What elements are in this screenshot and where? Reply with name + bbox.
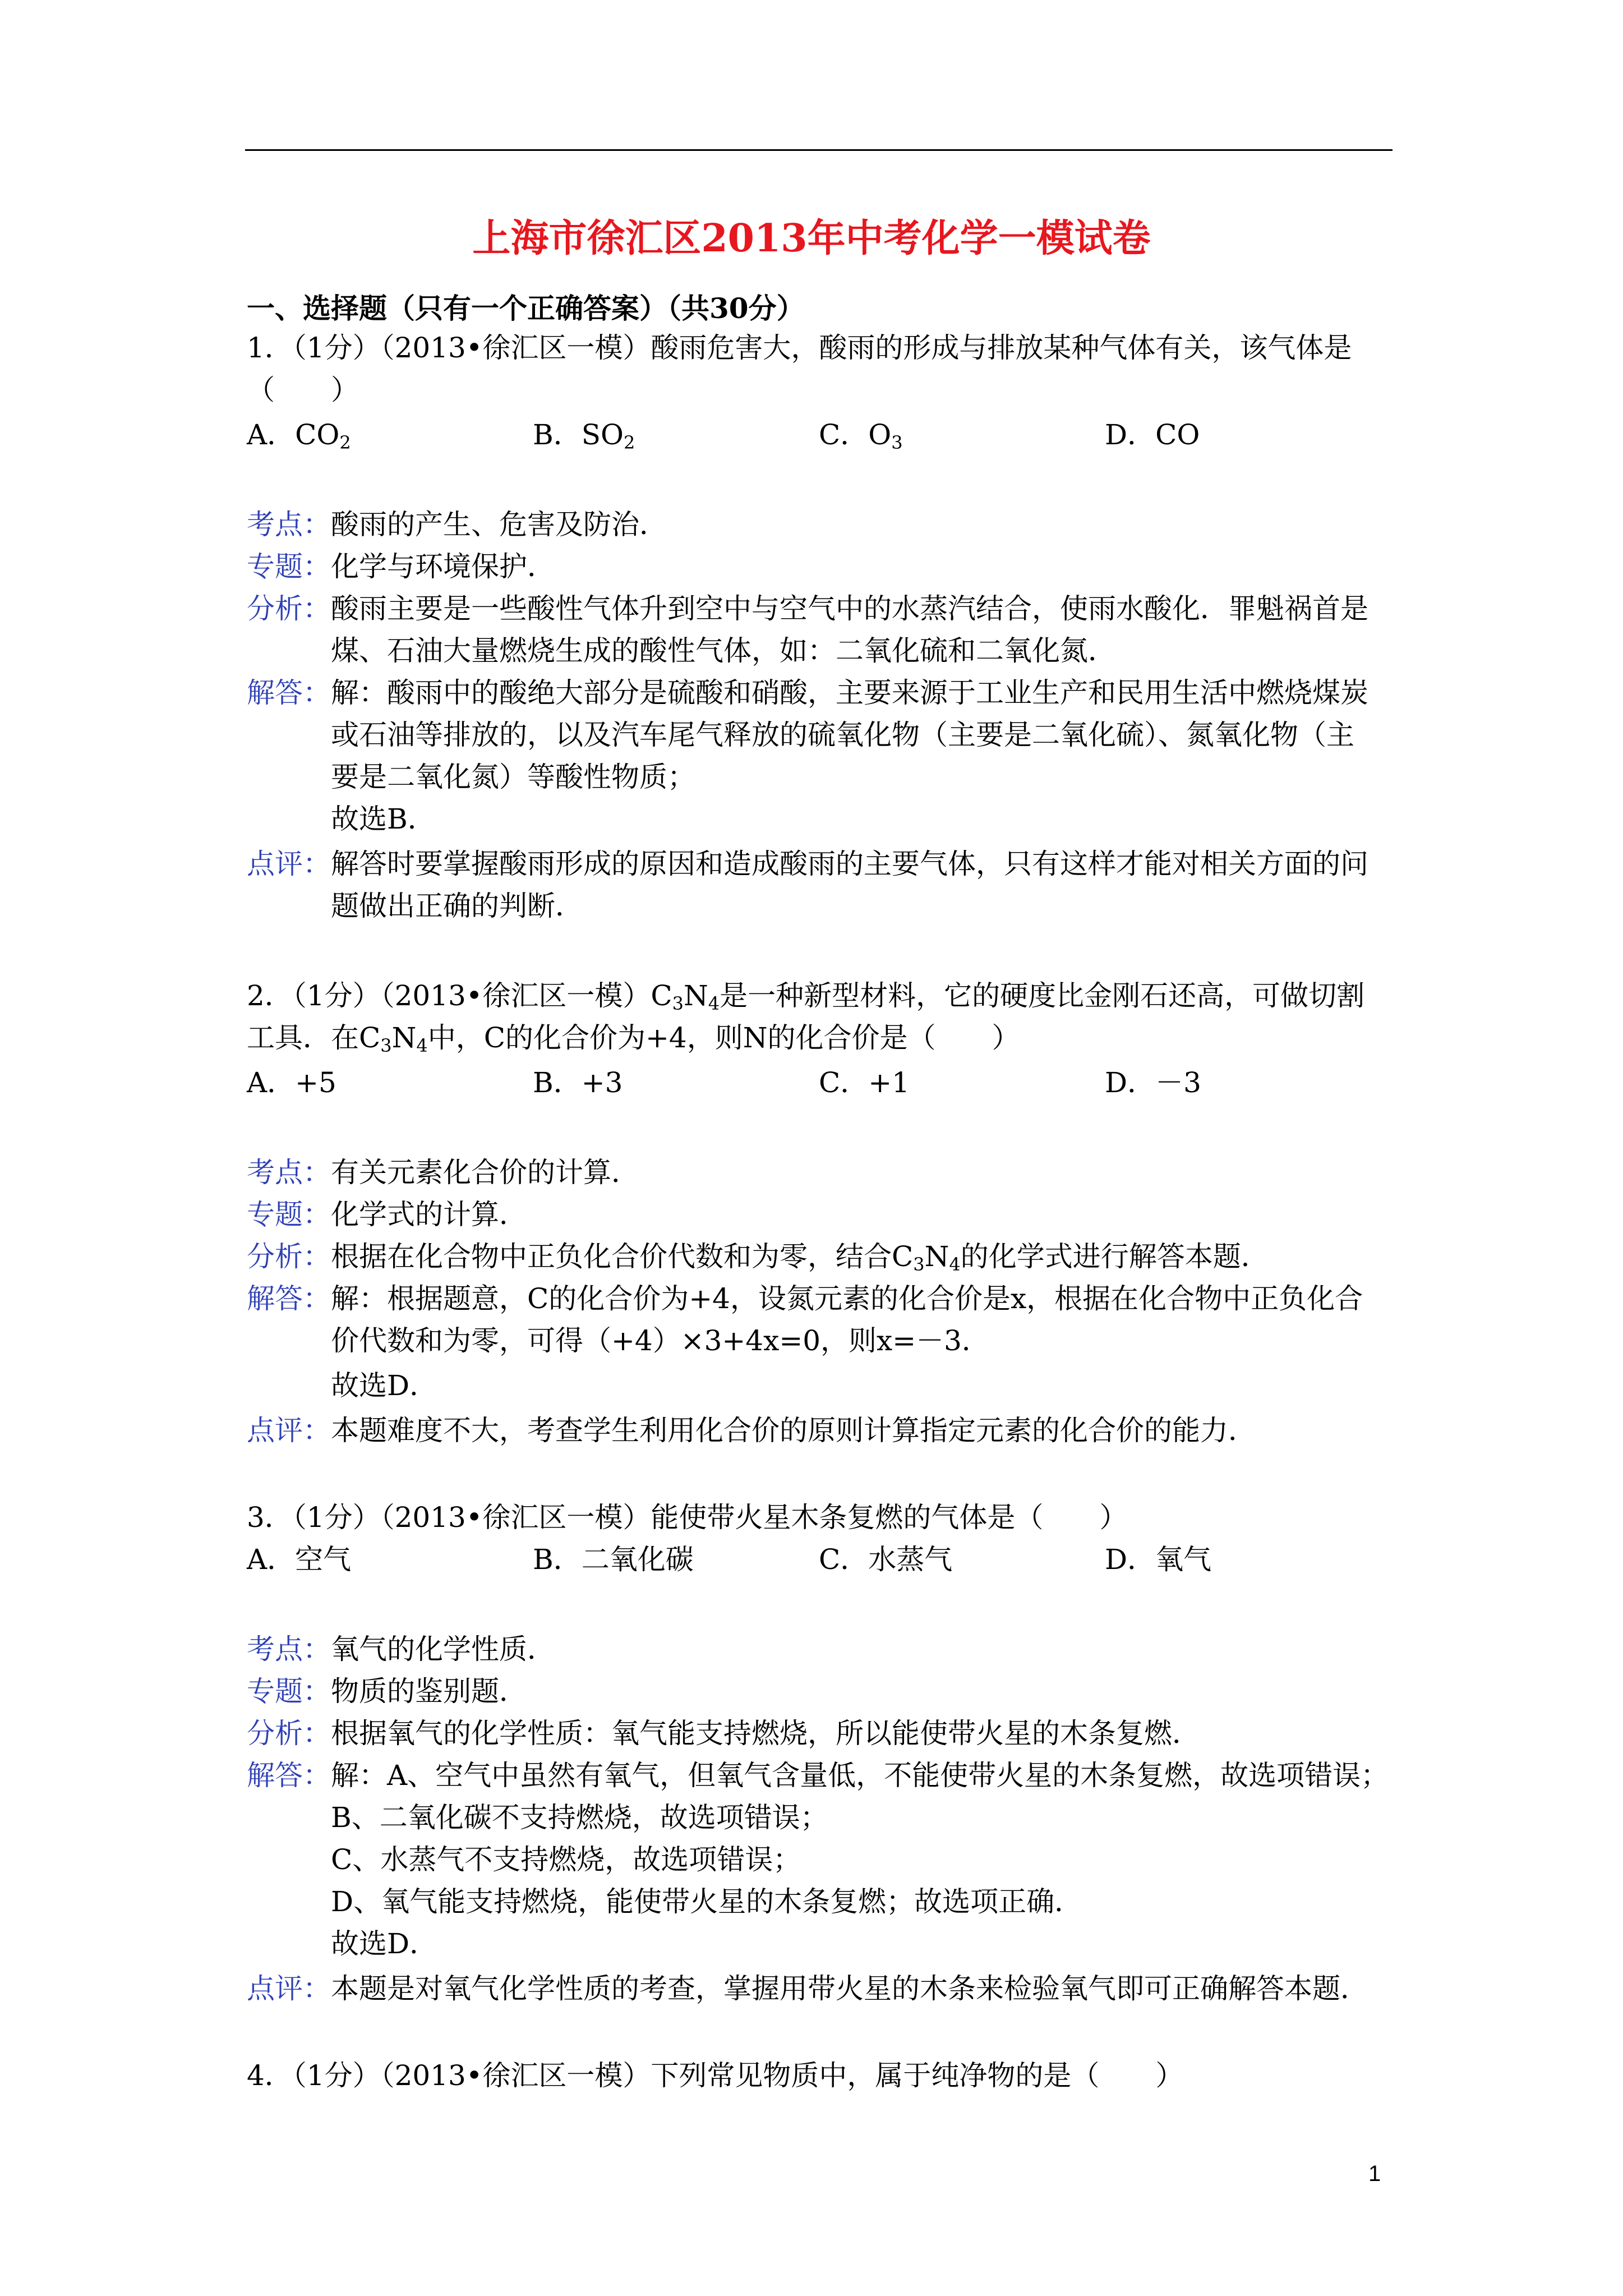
- q1-fenxi: 分析：酸雨主要是一些酸性气体升到空中与空气中的水蒸汽结合，使雨水酸化．罪魁祸首是: [247, 592, 1368, 625]
- q1-option-d: D．CO: [1105, 418, 1200, 451]
- q3-option-c: C．水蒸气: [819, 1543, 953, 1576]
- q2-option-a: A．+5: [247, 1066, 336, 1099]
- q1-fenxi-line2: 煤、石油大量燃烧生成的酸性气体，如：二氧化硫和二氧化氮．: [331, 634, 1116, 667]
- q3-zhuanti: 专题：物质的鉴别题．: [247, 1675, 527, 1708]
- q1-dianping-line2: 题做出正确的判断．: [331, 890, 583, 922]
- q1-option-c: C．$O_3$: [819, 418, 903, 453]
- q1-dianping: 点评：解答时要掌握酸雨形成的原因和造成酸雨的主要气体，只有这样才能对相关方面的问: [247, 848, 1368, 880]
- dianping-label: 点评：: [247, 1414, 331, 1447]
- q1-jieda-line3: 要是二氧化氮）等酸性物质；: [331, 761, 695, 793]
- q2-option-d: D．－3: [1105, 1066, 1201, 1099]
- q3-kaodian: 考点：氧气的化学性质．: [247, 1633, 555, 1665]
- q3-option-d: D．氧气: [1105, 1543, 1212, 1576]
- q3-option-b: B．二氧化碳: [533, 1543, 694, 1576]
- q3-jieda-line4: D、氧气能支持燃烧，能使带火星的木条复燃；故选项正确．: [331, 1885, 1083, 1918]
- q2-dianping: 点评：本题难度不大，考查学生利用化合价的原则计算指定元素的化合价的能力．: [247, 1414, 1256, 1447]
- q1-zhuanti: 专题：化学与环境保护．: [247, 550, 555, 583]
- page-number: 1: [1368, 2161, 1381, 2186]
- q3-fenxi: 分析：根据氧气的化学性质：氧气能支持燃烧，所以能使带火星的木条复燃．: [247, 1717, 1200, 1750]
- q3-stem: 3．（1分）（2013•徐汇区一模）能使带火星木条复燃的气体是（ ）: [247, 1501, 1128, 1534]
- zhuanti-label: 专题：: [247, 550, 331, 583]
- page-title: 上海市徐汇区2013年中考化学一模试卷: [472, 216, 1151, 261]
- q2-jieda-line2: 价代数和为零，可得（+4）×3+4x=0，则x=－3．: [331, 1324, 990, 1357]
- q1-stem-line1: 1．（1分）（2013•徐汇区一模）酸雨危害大，酸雨的形成与排放某种气体有关，该气体是: [247, 332, 1352, 364]
- q3-jieda-line5: 故选D．: [331, 1927, 438, 1960]
- q2-zhuanti: 专题：化学式的计算．: [247, 1198, 527, 1231]
- q2-option-b: B．+3: [533, 1066, 623, 1099]
- jieda-label: 解答：: [247, 677, 331, 709]
- q1-jieda-line2: 或石油等排放的，以及汽车尾气释放的硫氧化物（主要是二氧化硫）、氮氧化物（主: [331, 719, 1354, 751]
- zhuanti-label: 专题：: [247, 1198, 331, 1231]
- fenxi-label: 分析：: [247, 1240, 331, 1273]
- q4-stem: 4．（1分）（2013•徐汇区一模）下列常见物质中，属于纯净物的是（ ）: [247, 2059, 1184, 2092]
- dianping-label: 点评：: [247, 1972, 331, 2005]
- q1-jieda-line4: 故选B．: [331, 803, 436, 835]
- q1-option-b: B．$SO_2$: [533, 418, 635, 453]
- q3-jieda: 解答：解：A、空气中虽然有氧气，但氧气含量低，不能使带火星的木条复燃，故选项错误；: [247, 1759, 1389, 1792]
- q1-stem-line2: （ ）: [247, 374, 359, 406]
- q1-jieda: 解答：解：酸雨中的酸绝大部分是硫酸和硝酸，主要来源于工业生产和民用生活中燃烧煤炭: [247, 677, 1368, 709]
- jieda-label: 解答：: [247, 1282, 331, 1315]
- fenxi-label: 分析：: [247, 592, 331, 625]
- q2-jieda-line3: 故选D．: [331, 1369, 438, 1402]
- q3-dianping: 点评：本题是对氧气化学性质的考查，掌握用带火星的木条来检验氧气即可正确解答本题．: [247, 1972, 1368, 2005]
- q2-kaodian: 考点：有关元素化合价的计算．: [247, 1156, 639, 1189]
- jieda-label: 解答：: [247, 1759, 331, 1792]
- q3-jieda-line3: C、水蒸气不支持燃烧，故选项错误；: [331, 1843, 801, 1876]
- q2-jieda: 解答：解：根据题意，C的化合价为+4，设氮元素的化合价是x，根据在化合物中正负化合: [247, 1282, 1363, 1315]
- q2-stem-line2: 工具．在$C_3N_4$中，C的化合价为+4，则N的化合价是（ ）: [247, 1022, 1020, 1056]
- q3-jieda-line2: B、二氧化碳不支持燃烧，故选项错误；: [331, 1801, 828, 1834]
- kaodian-label: 考点：: [247, 1156, 331, 1189]
- fenxi-label: 分析：: [247, 1717, 331, 1750]
- kaodian-label: 考点：: [247, 1633, 331, 1665]
- dianping-label: 点评：: [247, 848, 331, 880]
- header-rule: [245, 149, 1393, 151]
- q2-stem-line1: 2．（1分）（2013•徐汇区一模）$C_3N_4$是一种新型材料，它的硬度比金刚石还高，可做切割: [247, 979, 1365, 1014]
- q3-option-a: A．空气: [247, 1543, 352, 1576]
- q1-kaodian: 考点：酸雨的产生、危害及防治．: [247, 508, 667, 541]
- kaodian-label: 考点：: [247, 508, 331, 541]
- zhuanti-label: 专题：: [247, 1675, 331, 1708]
- section-heading: 一、选择题（只有一个正确答案）（共30分）: [247, 292, 805, 325]
- q1-option-a: A．$CO_2$: [247, 418, 351, 453]
- q2-option-c: C．+1: [819, 1066, 910, 1099]
- q2-fenxi: 分析：根据在化合物中正负化合价代数和为零，结合$C_3N_4$的化学式进行解答本题．: [247, 1240, 1269, 1275]
